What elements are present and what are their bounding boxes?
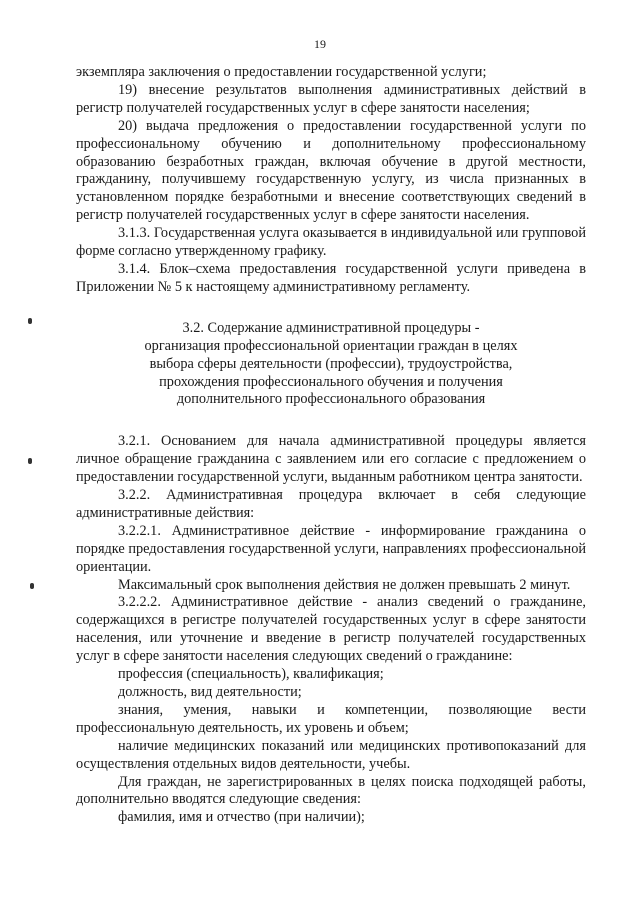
list-item-medical: наличие медицинских показаний или медицинских противопоказаний для осуществления отдельных видов деятельности, учебы. bbox=[76, 737, 586, 772]
list-item-profession: профессия (специальность), квалификация; bbox=[118, 666, 384, 683]
heading-line: прохождения профессионального обучения и получения bbox=[159, 373, 503, 390]
clause-3-2-1: 3.2.1. Основанием для начала административной процедуры является личное обращение гражданина с заявлением или его согласие с предложением о предоставлении государственной услуги, выданным работником центра занятости. bbox=[76, 433, 586, 486]
scan-mark bbox=[28, 458, 32, 464]
heading-line: дополнительного профессионального образования bbox=[176, 391, 486, 408]
section-heading-3-2 bbox=[76, 320, 586, 410]
scan-mark bbox=[30, 583, 34, 589]
list-item-20: 20) выдача предложения о предоставлении государственной услуги по профессиональному обучению и дополнительному профессиональному образованию безработных граждан, включая обучение в другой местности, гражданину, получившему государственную услугу, из числа признанных в установленном порядке безработными и внесение соответствующих сведений в регистр получателей государственных услуг в сфере занятости населения. bbox=[76, 117, 586, 224]
list-item-skills: знания, умения, навыки и компетенции, позволяющие вести профессиональную деятельность, их уровень и объем; bbox=[76, 701, 586, 736]
unregistered-citizens-note: Для граждан, не зарегистрированных в целях поиска подходящей работы, дополнительно вводятся следующие сведения: bbox=[76, 773, 586, 808]
heading-line: 3.2. Содержание административной процедуры - bbox=[182, 319, 480, 336]
clause-3-1-4: 3.1.4. Блок–схема предоставления государственной услуги приведена в Приложении № 5 к настоящему административному регламенту. bbox=[76, 260, 586, 295]
heading-line: организация профессиональной ориентации граждан в целях bbox=[144, 337, 518, 354]
clause-3-2-2: 3.2.2. Административная процедура включает в себя следующие административные действия: bbox=[76, 487, 586, 521]
paragraph-continuation: экземпляра заключения о предоставлении государственной услуги; bbox=[76, 64, 487, 80]
clause-3-2-2-2: 3.2.2.2. Административное действие - анализ сведений о гражданине, содержащихся в регистре получателей государственных услуг в сфере занятости населения, или уточнение и введение в регистр получателей государственных услуг в сфере занятости населения следующих сведений о гражданине: bbox=[76, 594, 586, 665]
clause-3-2-2-1: 3.2.2.1. Административное действие - информирование гражданина о порядке предоставления государственной услуги, направлениях профессиональной ориентации. bbox=[76, 522, 586, 575]
clause-3-1-3: 3.1.3. Государственная услуга оказывается в индивидуальной или групповой форме согласно утвержденному графику. bbox=[76, 225, 586, 260]
scan-mark bbox=[28, 318, 32, 324]
page-number: 19 bbox=[314, 37, 326, 51]
document-body bbox=[76, 64, 586, 827]
list-item-19: 19) внесение результатов выполнения административных действий в регистр получателей государственных услуг в сфере занятости населения; bbox=[76, 81, 586, 116]
heading-line: выбора сферы деятельности (профессии), трудоустройства, bbox=[149, 355, 513, 372]
list-item-full-name: фамилия, имя и отчество (при наличии); bbox=[118, 809, 365, 826]
max-time-note: Максимальный срок выполнения действия не должен превышать 2 минут. bbox=[118, 576, 571, 593]
list-item-position: должность, вид деятельности; bbox=[118, 684, 302, 700]
